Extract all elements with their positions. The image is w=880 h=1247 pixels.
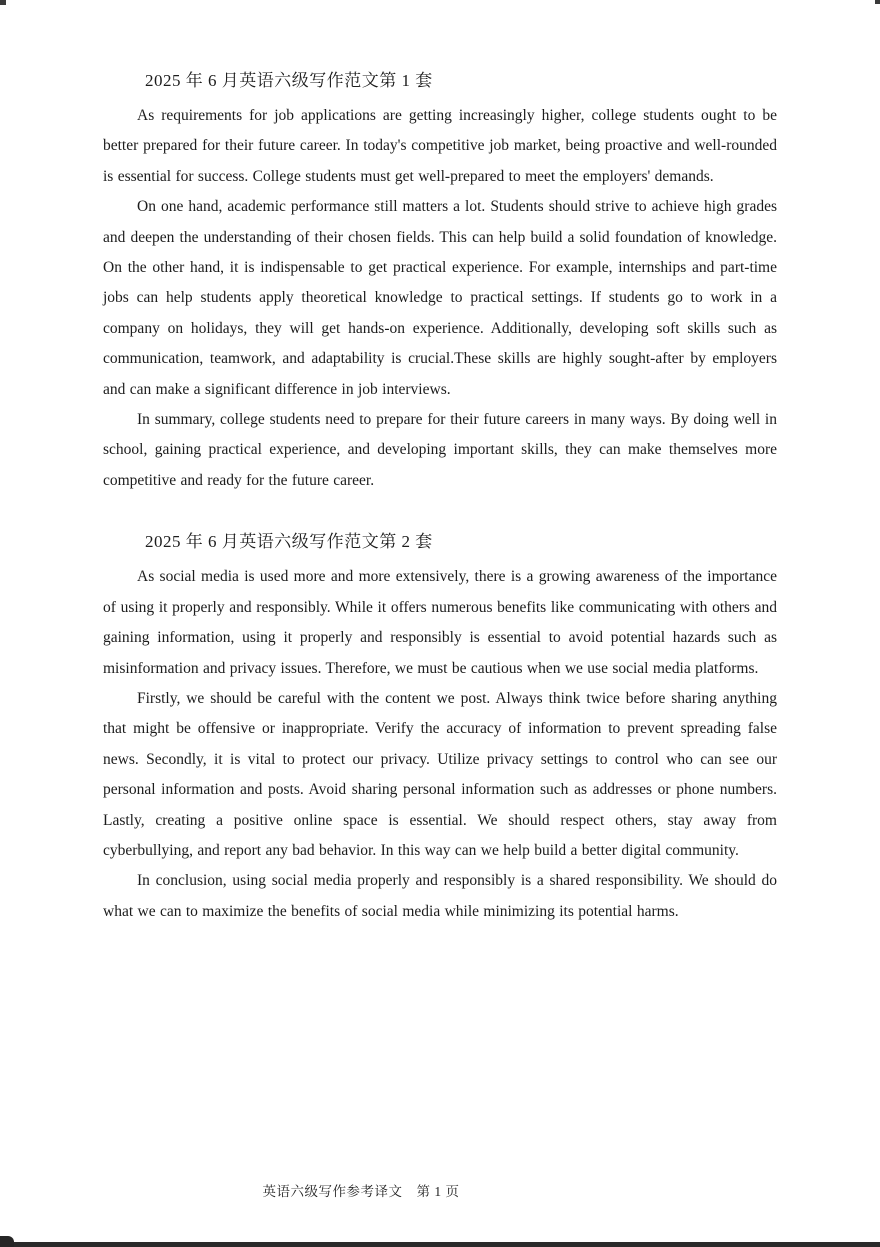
scan-artifact-top-right-speck [875, 0, 880, 4]
essay-section-1 [103, 66, 777, 496]
essay-paragraph: In summary, college students need to prepare for their future careers in many ways. By doing well in school, gaining practical experience, and developing important skills, they can make themselves more competitive and ready for the future career. [103, 411, 777, 489]
essay-section-2 [103, 527, 777, 927]
scan-artifact-bottom-left-corner [0, 1236, 14, 1247]
essay-paragraph: As requirements for job applications are getting increasingly higher, college students ought to be better prepared for their future career. In today's competitive job market, being proactive and well-rounded is essential for success. College students must get well-prepared to meet the employers' demands. [103, 107, 777, 185]
page-footer: 英语六级写作参考译文 第 1 页 [262, 1184, 460, 1199]
essay-paragraph: In conclusion, using social media properly and responsibly is a shared responsibility. We should do what we can to maximize the benefits of social media while minimizing its potential harms. [103, 872, 777, 920]
scan-artifact-top-left-speck [0, 0, 6, 5]
section-1-heading: 2025 年 6 月英语六级写作范文第 1 套 [145, 71, 433, 90]
essay-paragraph: Firstly, we should be careful with the content we post. Always think twice before sharing anything that might be offensive or inappropriate. Verify the accuracy of information to prevent spreading false news. Secondly, it is vital to protect our privacy. Utilize privacy settings to control who can see our personal information and posts. Avoid sharing personal information such as addresses or phone numbers. Lastly, creating a positive online space is essential. We should respect others, stay away from cyberbullying, and report any bad behavior. In this way can we help build a better digital community. [103, 689, 777, 859]
section-2-heading: 2025 年 6 月英语六级写作范文第 2 套 [145, 532, 433, 552]
essay-paragraph: As social media is used more and more extensively, there is a growing awareness of the importance of using it properly and responsibly. While it offers numerous benefits like communicating with others and gaining information, using it properly and responsibly is essential to avoid potential hazards such as misinformation and privacy issues. Therefore, we must be cautious when we use social media platforms. [103, 568, 777, 677]
scan-artifact-bottom-edge [0, 1242, 880, 1247]
essay-paragraph: On one hand, academic performance still matters a lot. Students should strive to achieve high grades and deepen the understanding of their chosen fields. This can help build a solid foundation of knowledge. On the other hand, it is indispensable to get practical experience. For example, internships and part-time jobs can help students apply theoretical knowledge to practical settings. If students go to work in a company on holidays, they will get hands-on experience. Additionally, developing soft skills such as communication, teamwork, and adaptability is crucial.These skills are highly sought-after by employers and can make a significant difference in job interviews. [103, 198, 777, 398]
